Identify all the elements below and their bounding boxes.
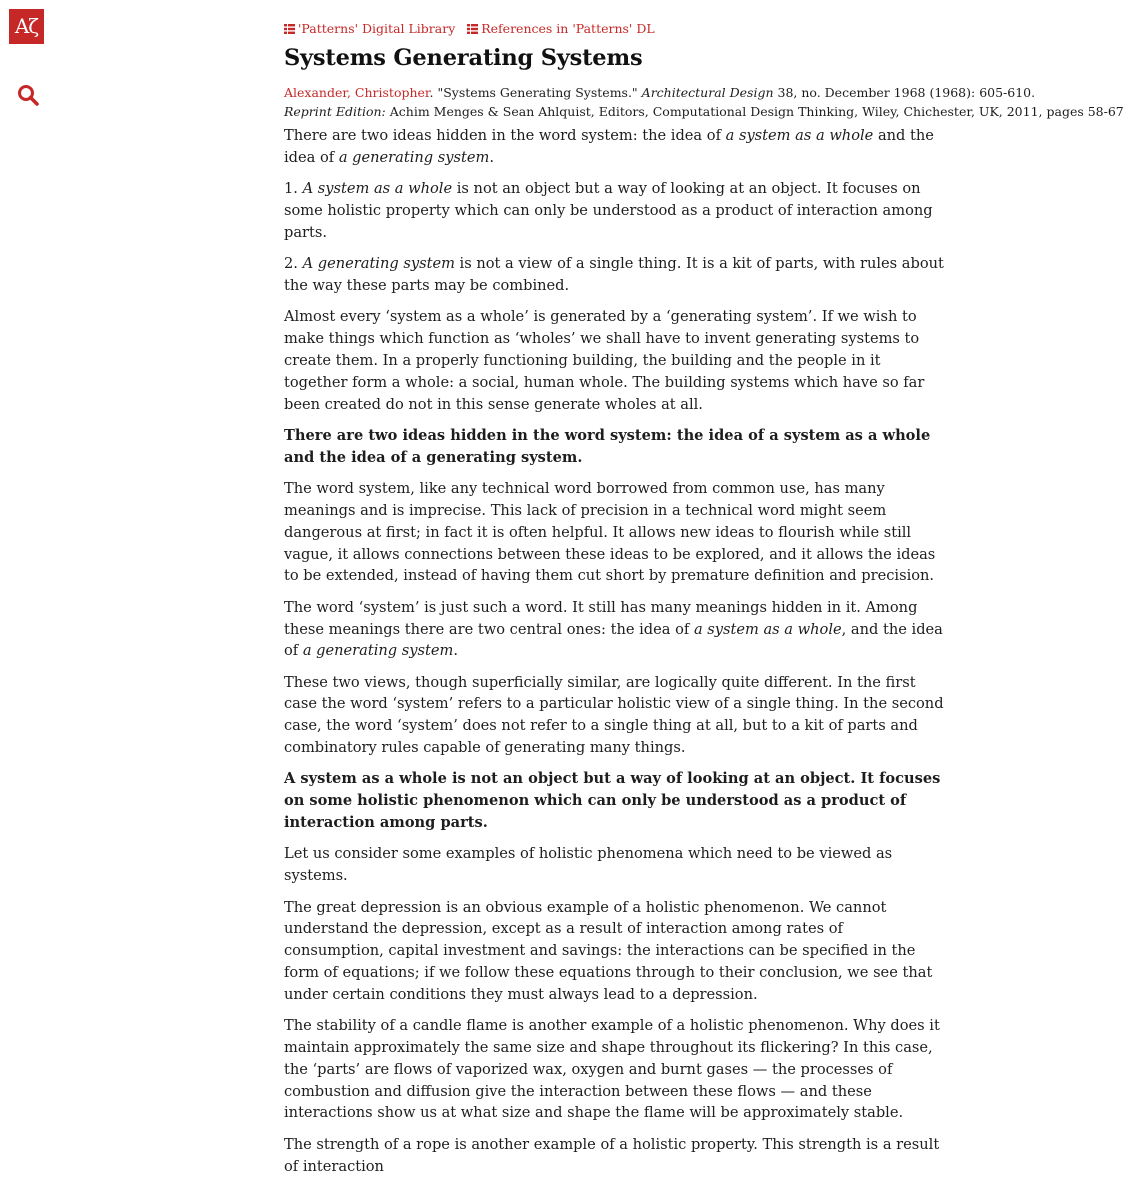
bold-summary: There are two ideas hidden in the word system: the idea of a system as a whole and the idea of a generating system. xyxy=(284,426,931,466)
journal-name: Architectural Design xyxy=(641,85,774,100)
nav-link-digital-library[interactable] xyxy=(284,21,455,36)
emphasis: a system as a whole xyxy=(725,127,874,144)
paragraph: The word system, like any technical word borrowed from common use, has many meanings and is imprecise. This lack of precision in a technical word might seem dangerous at first; in fact it is often helpful. It allows new ideas to flourish while still vague, it allows connections between these ideas to be explored, and it allows the ideas to be extended, instead of having them cut short by premature definition and precision. xyxy=(284,480,936,585)
paragraph: The stability of a candle flame is another example of a holistic phenomenon. Why does it maintain approximately the same size and shape throughout its flickering? In this case, the ‘parts’ are flows of vaporized wax, oxygen and burnt gases — the processes of combustion and diffusion give the interaction between these flows — and these interactions show us at what size and shape the flame will be approximately stable. xyxy=(284,1017,940,1122)
paragraph: The great depression is an obvious example of a holistic phenomenon. We cannot understand the depression, except as a result of interaction among rates of consumption, capital investment and savings: the interactions can be specified in the form of equations; if we follow these equations through to their conclusion, we see that under certain conditions they must always lead to a depression. xyxy=(284,898,933,1003)
paragraph: Almost every ‘system as a whole’ is generated by a ‘generating system’. If we wish to make things which function as ‘wholes’ we shall have to invent generating systems to create them. In a properly functioning building, the building and the people in it together form a whole: a social, human whole. The building systems which have so far been created do not in this sense generate wholes at all. xyxy=(284,308,925,413)
text-run: , and the idea of xyxy=(284,620,943,660)
page-title: Systems Generating Systems xyxy=(284,45,643,71)
bold-summary: A system as a whole is not an object but a way of looking at an object. It focuses on some holistic phenomenon which can only be understood as a product of interaction among parts. xyxy=(284,770,941,832)
nav-link-label: 'Patterns' Digital Library xyxy=(298,21,456,36)
text-run: There are two ideas hidden in the word system: the idea of xyxy=(284,127,726,144)
list-icon xyxy=(284,24,295,34)
citation-details: 38, no. December 1968 (1968): 605-610. xyxy=(773,85,1036,100)
nav-link-references[interactable] xyxy=(467,21,654,36)
author-link[interactable]: Alexander, Christopher xyxy=(284,85,430,100)
paragraph xyxy=(284,253,947,297)
emphasis: A generating system xyxy=(302,255,455,273)
paragraph xyxy=(284,597,947,662)
text-run: is not an object but a way of looking at an object. It focuses on some holistic property which can only be understood as a product of interaction among parts. xyxy=(284,180,933,241)
list-number: 2. xyxy=(284,255,303,273)
emphasis: a generating system xyxy=(302,642,454,660)
citation-text: . "Systems Generating Systems." xyxy=(429,85,642,100)
site-logo[interactable]: Aζ xyxy=(9,9,44,44)
emphasis: a system as a whole xyxy=(693,620,842,638)
list-icon xyxy=(467,24,478,34)
top-navigation xyxy=(284,21,947,39)
paragraph: The strength of a rope is another example of a holistic property. This strength is a result of interaction xyxy=(284,1135,940,1175)
text-run: The word ‘system’ is just such a word. It still has many meanings hidden in it. Among these meanings there are two central ones: the idea of xyxy=(284,598,918,638)
search-icon[interactable] xyxy=(17,84,39,106)
paragraph xyxy=(284,125,947,169)
reprint-text: Achim Menges & Sean Ahlquist, Editors, Computational Design Thinking, Wiley, Chichester, UK, 2011, pages 58-67 xyxy=(385,104,1124,119)
reprint-line xyxy=(284,102,1124,121)
paragraph: Let us consider some examples of holistic phenomena which need to be viewed as systems. xyxy=(284,845,893,885)
emphasis: A system as a whole xyxy=(302,180,453,198)
nav-link-label: References in 'Patterns' DL xyxy=(481,21,655,36)
text-run: and the idea of xyxy=(284,127,934,166)
text-run: is not a view of a single thing. It is a kit of parts, with rules about the way these parts may be combined. xyxy=(284,255,944,294)
article-body xyxy=(284,125,947,1177)
citation-line xyxy=(284,83,1036,102)
main-content xyxy=(284,0,1124,1187)
citation xyxy=(284,83,1124,121)
text-run: . xyxy=(453,642,458,660)
reprint-label: Reprint Edition: xyxy=(284,104,386,119)
paragraph: These two views, though superficially similar, are logically quite different. In the first case the word ‘system’ refers to a particular holistic view of a single thing. In the second case, the word ‘system’ does not refer to a single thing at all, but to a kit of parts and combinatory rules capable of generating many things. xyxy=(284,673,944,757)
emphasis: a generating system xyxy=(338,148,490,166)
text-run: . xyxy=(489,148,494,166)
list-number: 1. xyxy=(284,180,303,198)
paragraph xyxy=(284,178,947,243)
